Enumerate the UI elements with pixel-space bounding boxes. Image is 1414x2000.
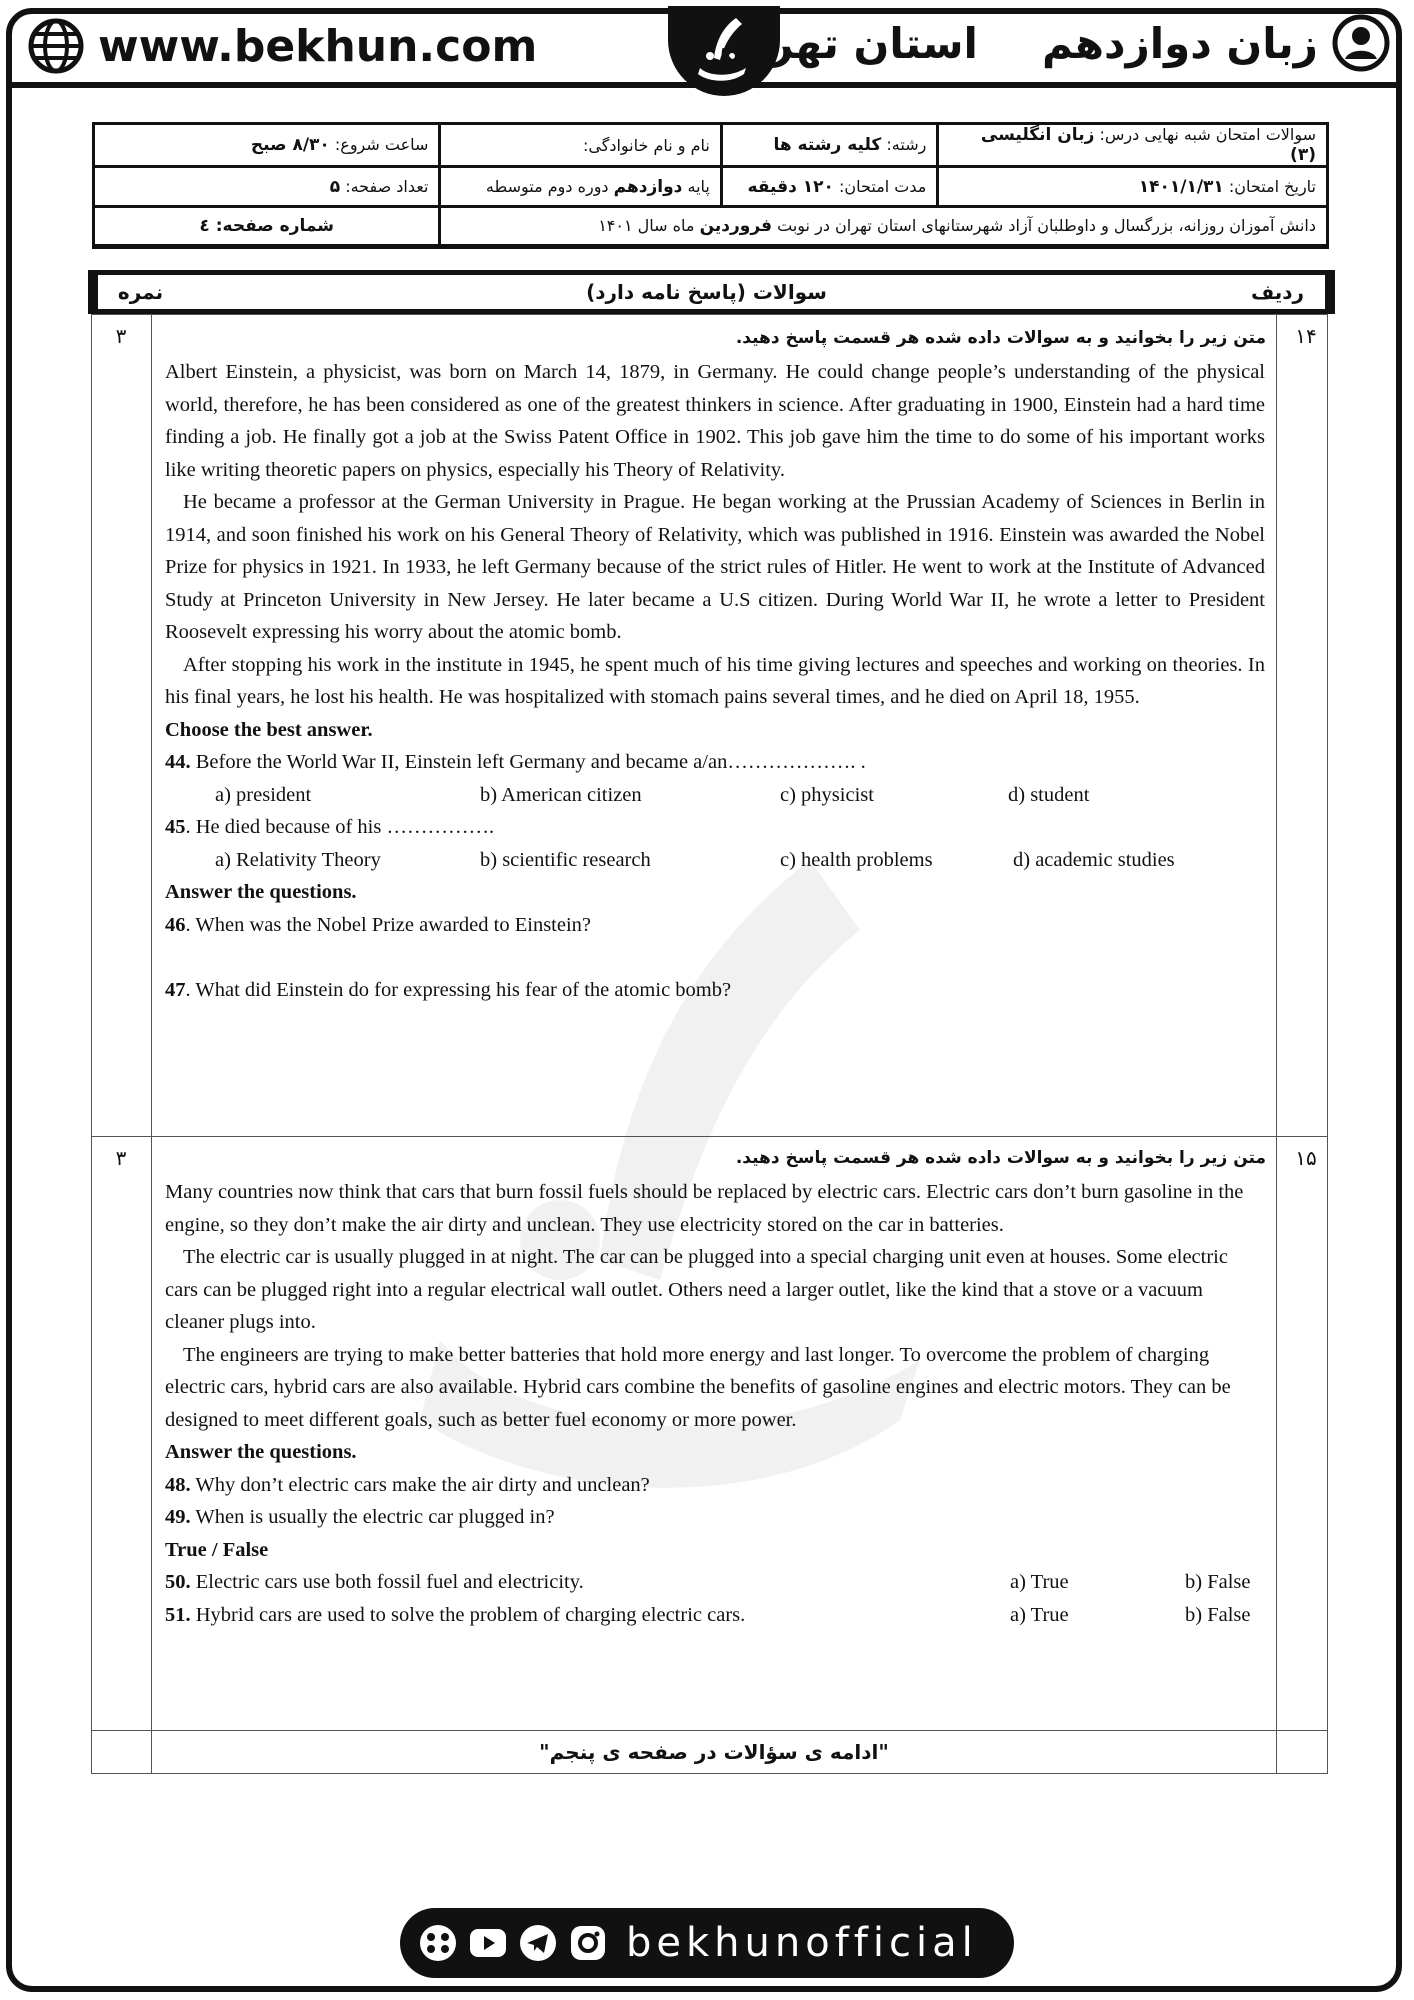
info-exam-date: تاریخ امتحان: ۱۴۰۱/۱/۳۱: [938, 167, 1328, 207]
question-50: 50. Electric cars use both fossil fuel and electricity. a) True b) False: [165, 1566, 1265, 1599]
q15-heading-truefalse: True / False: [165, 1538, 269, 1561]
q14-score: ۳: [115, 324, 127, 348]
header-subject: زبان دوازدهم: [1041, 18, 1318, 68]
q15-paragraph-2: The electric car is usually plugged in at night. The car can be plugged into a special charging unit even at houses. Some electric cars can be plugged right into a regular electrical wall outlet. Others need a larger outlet, like the kind that a stove or a vacuum cleaner plugs into.: [165, 1246, 1228, 1333]
telegram-icon[interactable]: [518, 1923, 558, 1963]
question-49: 49. When is usually the electric car plugged in?: [165, 1506, 555, 1528]
continuation-note: "ادامه ی سؤالات در صفحه ی پنجم": [539, 1740, 889, 1764]
info-student-name: نام و نام خانوادگی:: [440, 124, 721, 167]
q45-option-c[interactable]: c) health problems: [780, 848, 933, 871]
website-link[interactable]: [28, 18, 537, 74]
q14-row-number: ۱۴: [1295, 324, 1317, 348]
q51-option-false[interactable]: b) False: [1185, 1603, 1251, 1626]
q44-options: [165, 779, 1265, 812]
q45-option-d[interactable]: d) academic studies: [1013, 848, 1175, 871]
website-url: www.bekhun.com: [98, 20, 538, 72]
youtube-icon[interactable]: [468, 1923, 508, 1963]
question-48: 48. Why don’t electric cars make the air dirty and unclean?: [165, 1473, 650, 1496]
q15-row-number: ۱۵: [1295, 1146, 1317, 1170]
question-45: 45. He died because of his …………….: [165, 816, 495, 838]
question-44: 44. Before the World War II, Einstein left Germany and became a/an………………. .: [165, 751, 866, 773]
q44-option-b[interactable]: b) American citizen: [480, 783, 642, 806]
q14-heading-choose: Choose the best answer.: [165, 718, 373, 741]
q14-paragraph-3: After stopping his work in the institute in 1945, he spent much of his time giving lectures and speeches and working on theories. In his final years, he lost his health. He was hospitalized with stomach pains several times, and he died on April 18, 1955.: [165, 653, 1265, 708]
instagram-icon[interactable]: [568, 1923, 608, 1963]
footer-social-bar: [400, 1908, 1014, 1978]
q14-paragraph-2: He became a professor at the German University in Prague. He began working at the Prussian Academy of Sciences in Berlin in 1914, and soon finished his work on his General Theory of Relativity, which was published in 1916. Einstein was awarded the Nobel Prize for physics in 1921. In 1933, he left Germany because of the strict rules of Hitler. He went to work at the Institute of Advanced Study at Princeton University in New Jersey. He later became a U.S citizen. During World War II, he wrote a letter to President Roosevelt expressing his worry about the atomic bomb.: [165, 491, 1265, 643]
q45-option-a[interactable]: a) Relativity Theory: [215, 848, 381, 871]
info-page-number: شماره صفحه: ٤: [94, 207, 440, 247]
q14-content: [165, 356, 1265, 1006]
grid-line: [91, 1730, 1328, 1731]
q15-paragraph-1: Many countries now think that cars that burn fossil fuels should be replaced by electric cars. Electric cars don’t burn gasoline in the engine, so they don’t make the air dirty and unclean. They use electricity stored on the car in batteries.: [165, 1181, 1244, 1236]
aparat-icon[interactable]: [418, 1923, 458, 1963]
header-title: [719, 14, 1390, 72]
q45-option-b[interactable]: b) scientific research: [480, 848, 651, 871]
q50-option-true[interactable]: a) True: [1010, 1571, 1069, 1593]
info-start-time: ساعت شروع: ۸/۳۰ صبح: [94, 124, 440, 167]
social-handle[interactable]: bekhunofficial: [626, 1920, 978, 1966]
user-icon: [1332, 14, 1390, 72]
col-questions: سوالات (پاسخ نامه دارد): [586, 280, 827, 304]
grid-line: [151, 314, 152, 1774]
col-score: نمره: [93, 275, 183, 309]
info-subject: سوالات امتحان شبه نهایی درس: زبان انگلیسی (۳): [938, 124, 1328, 167]
q14-paragraph-1: Albert Einstein, a physicist, was born on March 14, 1879, in Germany. He could change people’s understanding of the physical world, therefore, he has been considered as one of the greatest thinkers in science. After graduating in 1900, Einstein had a hard time finding a job. He finally got a job at the Swiss Patent Office in 1902. This job gave him the time to do some of his important works like writing theoretic papers on physics, especially his Theory of Relativity.: [165, 361, 1265, 481]
q15-score: ۳: [115, 1146, 127, 1170]
globe-icon: [28, 18, 84, 74]
q44-option-c[interactable]: c) physicist: [780, 783, 874, 806]
q14-heading-answer: Answer the questions.: [165, 881, 357, 903]
info-field: رشته: کلیه رشته ها: [721, 124, 937, 167]
q14-instruction: متن زیر را بخوانید و به سوالات داده شده هر قسمت پاسخ دهید.: [735, 328, 1266, 348]
q15-instruction: متن زیر را بخوانید و به سوالات داده شده هر قسمت پاسخ دهید.: [735, 1148, 1266, 1168]
q51-option-true[interactable]: a) True: [1010, 1603, 1069, 1626]
q44-option-a[interactable]: a) president: [215, 783, 312, 806]
question-46: 46. When was the Nobel Prize awarded to Einstein?: [165, 913, 592, 936]
header-province: استان تهران: [719, 18, 978, 68]
question-51: 51. Hybrid cars are used to solve the problem of charging electric cars. a) True b) False: [165, 1599, 1265, 1632]
info-students: دانش آموزان روزانه، بزرگسال و داوطلبان آزاد شهرستانهای استان تهران در نوبت فروردین ماه سال ۱۴۰۱: [440, 207, 1328, 247]
question-47: 47. What did Einstein do for expressing his fear of the atomic bomb?: [165, 978, 732, 1001]
q50-option-false[interactable]: b) False: [1185, 1571, 1251, 1593]
info-grade: پایه دوازدهم دوره دوم متوسطه: [440, 167, 721, 207]
q15-heading-answer: Answer the questions.: [165, 1441, 357, 1463]
exam-info-table: [92, 122, 1329, 249]
col-row: ردیف: [1230, 275, 1330, 309]
q45-options: [165, 844, 1265, 877]
grid-line: [1276, 314, 1277, 1774]
info-page-count: تعداد صفحه: ۵: [94, 167, 440, 207]
q15-paragraph-3: The engineers are trying to make better batteries that hold more energy and last longer. To overcome the problem of charging electric cars, hybrid cars are also available. Hybrid cars combine the benefits of gasoline engines and electric motors. They can be designed to meet different goals, such as better fuel economy or more power.: [165, 1343, 1231, 1431]
questions-header: [88, 270, 1335, 314]
q15-content: [165, 1176, 1265, 1631]
info-duration: مدت امتحان: ۱۲۰ دقیقه: [721, 167, 937, 207]
q44-option-d[interactable]: d) student: [1008, 783, 1090, 806]
